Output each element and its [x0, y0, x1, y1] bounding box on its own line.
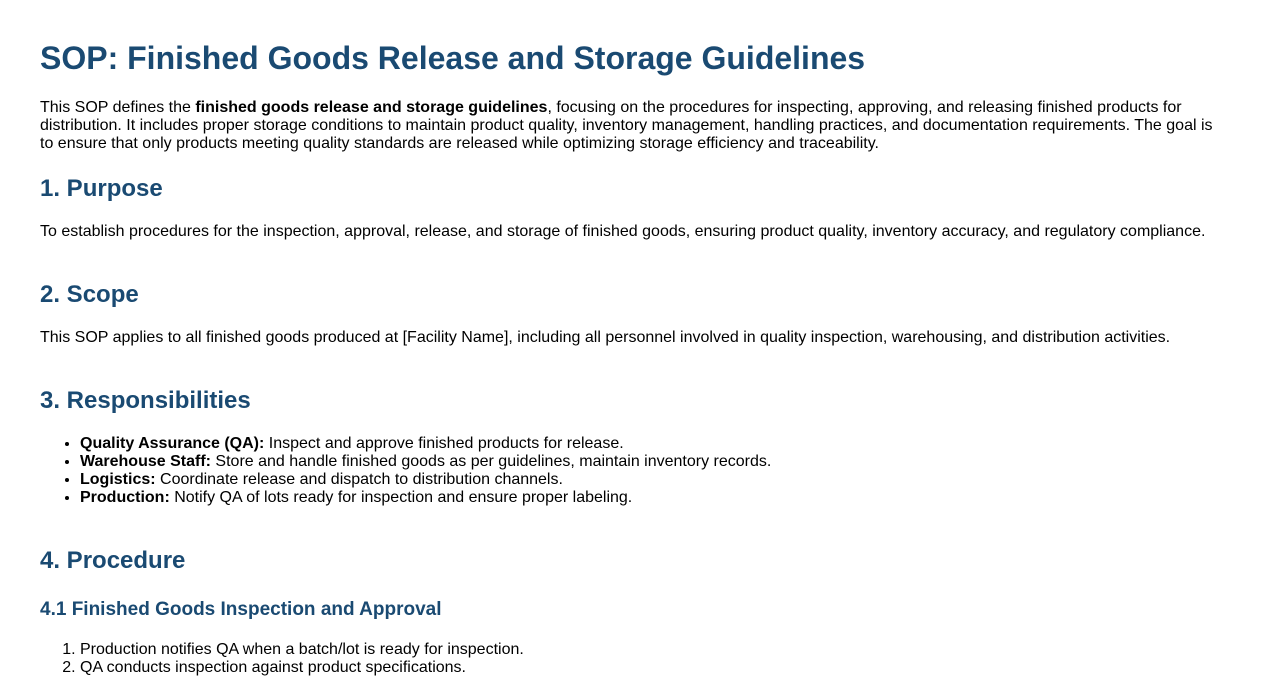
- intro-text-bold: finished goods release and storage guidelines: [195, 99, 548, 116]
- responsibility-desc: Store and handle finished goods as per guidelines, maintain inventory records.: [210, 453, 772, 470]
- purpose-heading: 1. Purpose: [40, 175, 163, 202]
- inspection-step: 1. Production notifies QA when a batch/lot is ready for inspection.: [80, 641, 1225, 659]
- document-content: [40, 0, 1225, 677]
- intro-text-after: , focusing on the procedures for inspecting, approving, and releasing finished products for distribution. It includes proper storage conditions to maintain product quality, inventory management, handling practices, and documentation requirements. The goal is to ensure that only products meeting quality standards are released while optimizing storage efficiency and traceability.: [40, 99, 1213, 152]
- procedure-heading: 4. Procedure: [40, 547, 186, 574]
- scope-heading: 2. Scope: [40, 281, 139, 308]
- responsibility-item-warehouse: [80, 453, 1225, 471]
- inspection-subheading: 4.1 Finished Goods Inspection and Approval: [40, 599, 442, 620]
- responsibility-desc: Coordinate release and dispatch to distribution channels.: [155, 471, 563, 488]
- responsibilities-list: [40, 435, 1225, 507]
- responsibility-role: Production:: [80, 489, 170, 506]
- intro-paragraph: [40, 99, 1225, 153]
- responsibility-role: Logistics:: [80, 471, 156, 488]
- responsibility-desc: Inspect and approve finished products for release.: [264, 435, 624, 452]
- responsibilities-heading: 3. Responsibilities: [40, 387, 251, 414]
- inspection-step: 2. QA conducts inspection against product specifications.: [80, 659, 1225, 677]
- intro-text-before: This SOP defines the: [40, 99, 196, 116]
- purpose-text: To establish procedures for the inspection, approval, release, and storage of finished goods, ensuring product quality, inventory accuracy, and regulatory compliance.: [40, 223, 1206, 240]
- scope-text: This SOP applies to all finished goods produced at [Facility Name], including all personnel involved in quality inspection, warehousing, and distribution activities.: [40, 329, 1171, 346]
- responsibility-role: Warehouse Staff:: [80, 453, 211, 470]
- page-title: SOP: Finished Goods Release and Storage Guidelines: [40, 40, 866, 76]
- responsibility-item-logistics: [80, 471, 1225, 489]
- responsibility-item-qa: [80, 435, 1225, 453]
- responsibility-role: Quality Assurance (QA):: [80, 435, 265, 452]
- responsibility-item-production: [80, 489, 1225, 507]
- inspection-steps-list: [40, 641, 1225, 677]
- responsibility-desc: Notify QA of lots ready for inspection and ensure proper labeling.: [169, 489, 633, 506]
